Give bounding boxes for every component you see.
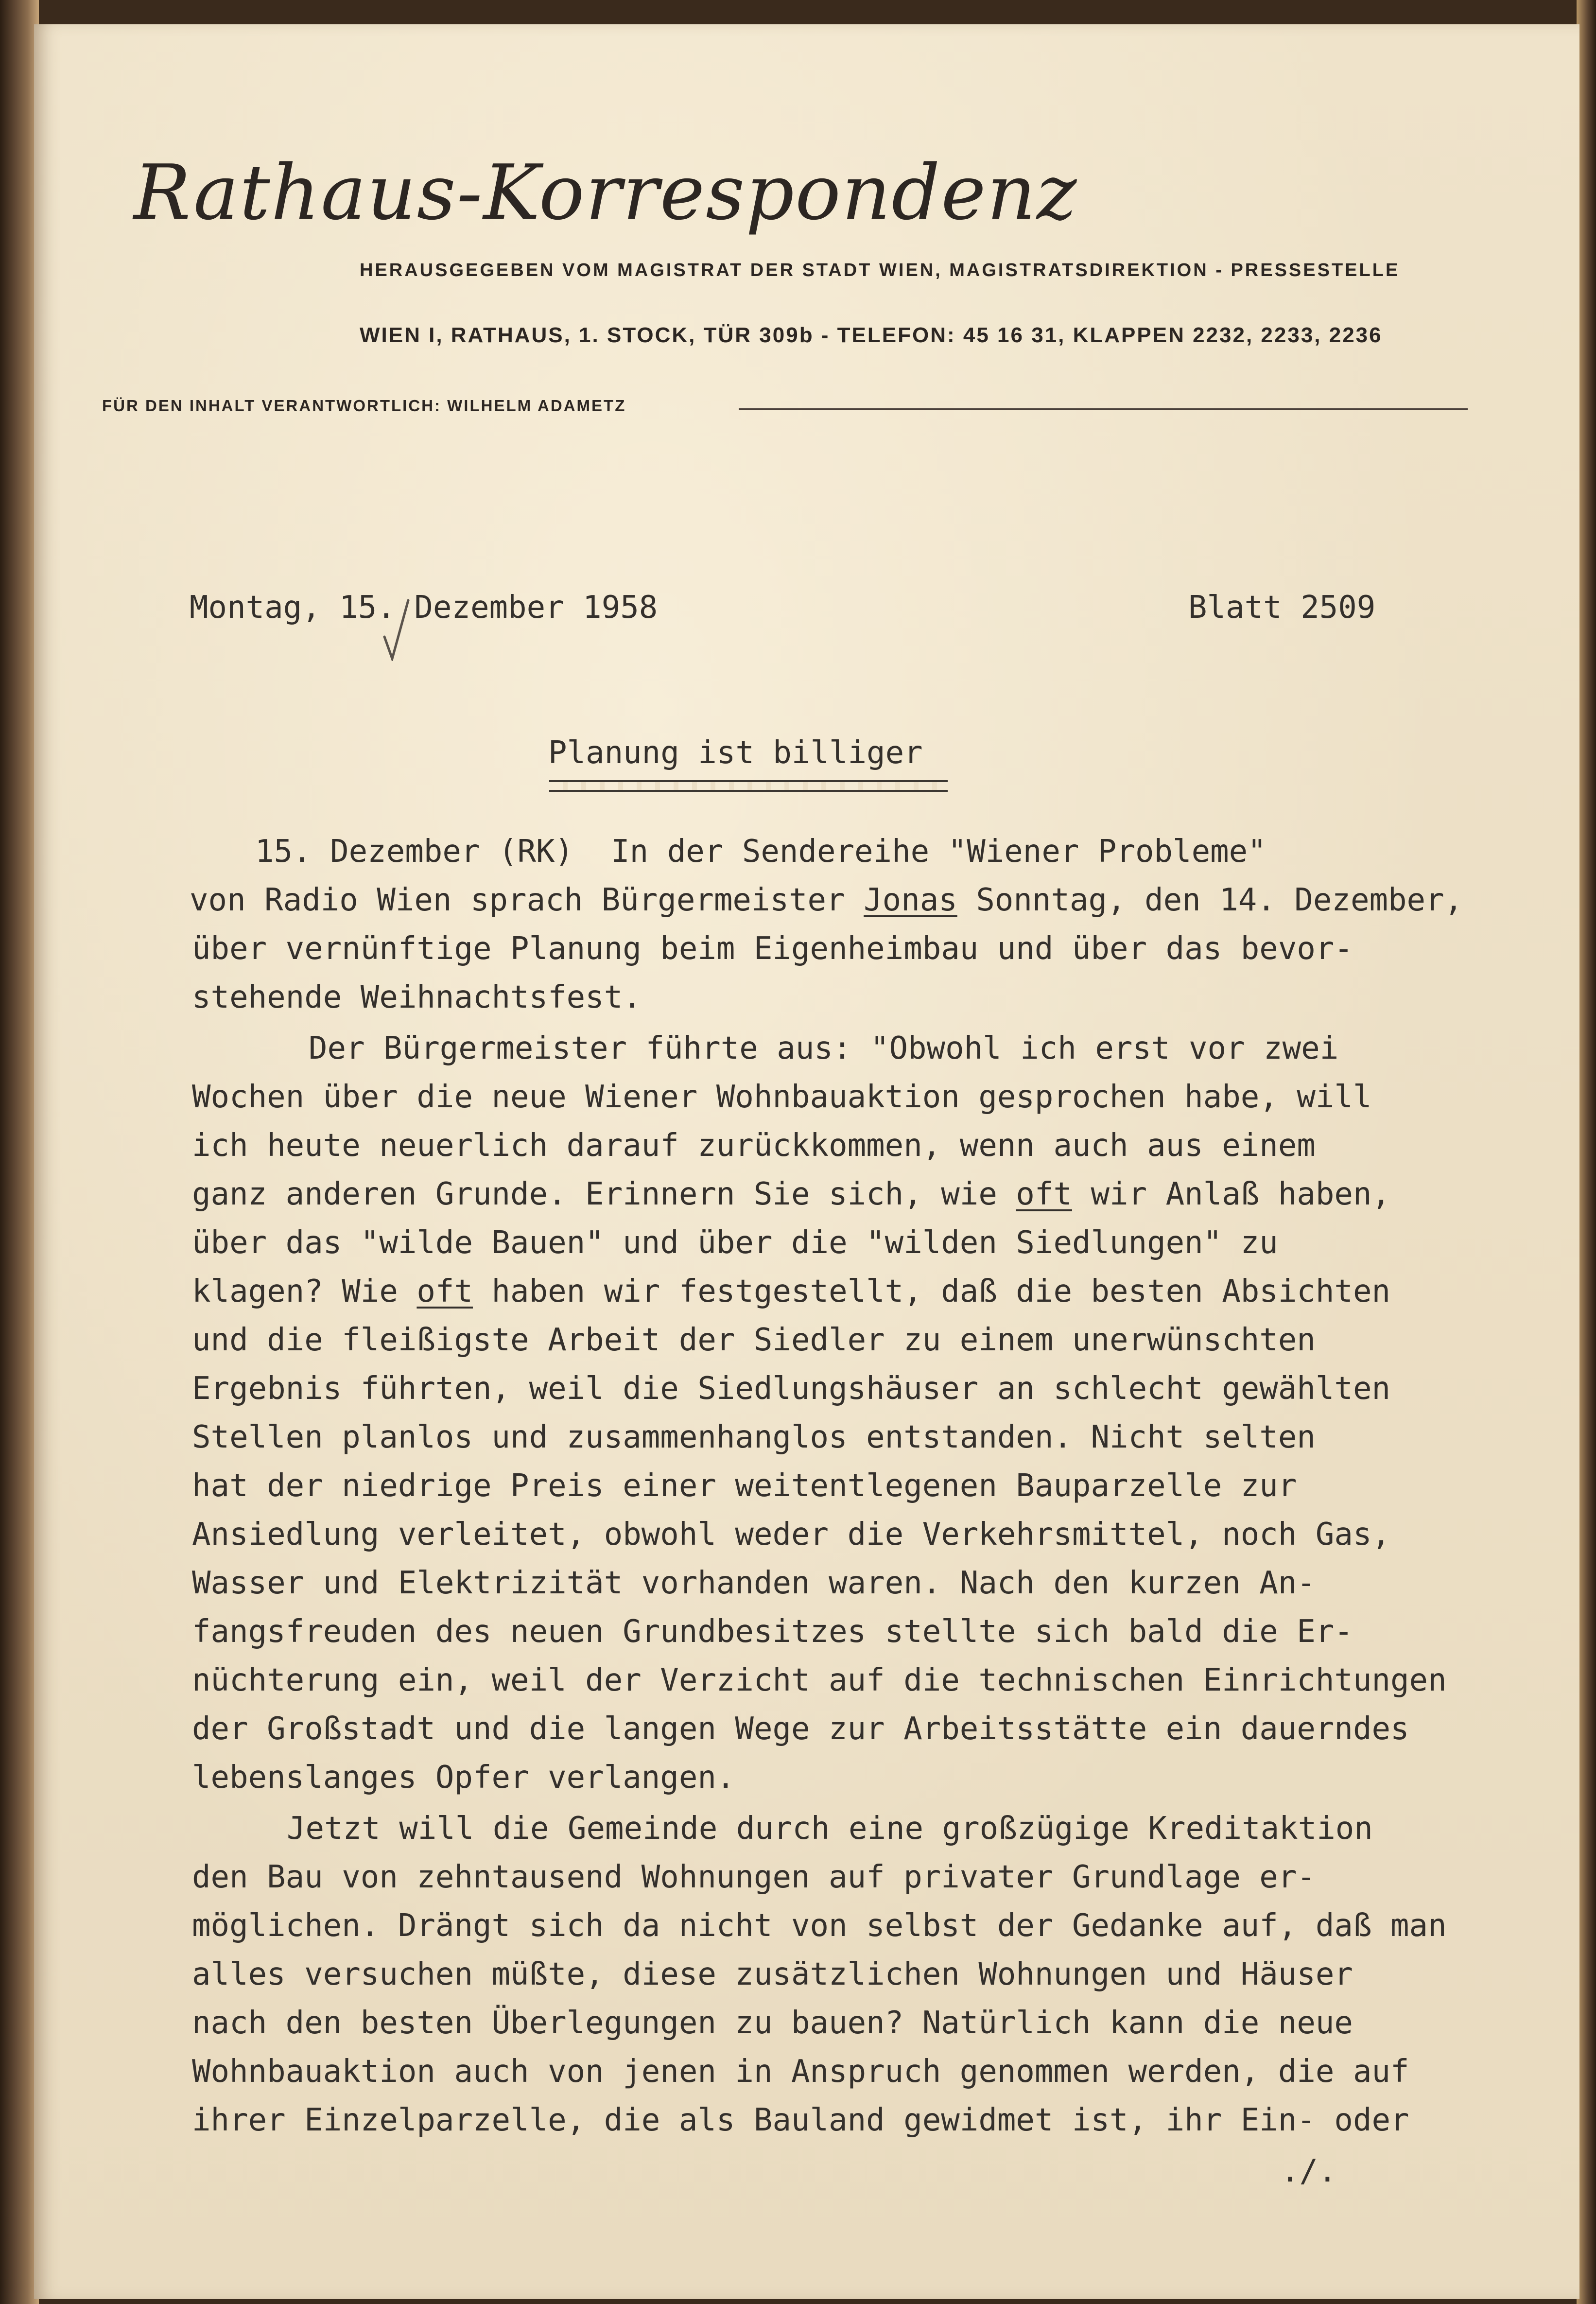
p2-line-2: Wochen über die neue Wiener Wohnbauaktion gesprochen habe, will bbox=[192, 1079, 1372, 1115]
p2-line-16: lebenslanges Opfer verlangen. bbox=[192, 1760, 735, 1796]
masthead-publisher: HERAUSGEGEBEN VOM MAGISTRAT DER STADT WIEN, MAGISTRATSDIREKTION - PRESSESTELLE bbox=[360, 260, 1400, 280]
headline-double-underline bbox=[549, 780, 948, 792]
p2-line-6: klagen? Wie oft haben wir festgestellt, daß die besten Absichten bbox=[192, 1274, 1390, 1309]
masthead-responsible: FÜR DEN INHALT VERANTWORTLICH: WILHELM ADAMETZ bbox=[102, 397, 626, 415]
page-edge bbox=[1577, 0, 1596, 2304]
p3-line-7: ihrer Einzelparzelle, die als Bauland gewidmet ist, ihr Ein- oder bbox=[192, 2102, 1409, 2138]
p1-line-3: über vernünftige Planung beim Eigenheimbau und über das bevor- bbox=[192, 931, 1353, 967]
document-page bbox=[34, 24, 1579, 2299]
p3-line-5: nach den besten Überlegungen zu bauen? Natürlich kann die neue bbox=[192, 2005, 1353, 2041]
masthead-rule bbox=[739, 408, 1468, 410]
p1-line-4: stehende Weihnachtsfest. bbox=[192, 979, 642, 1015]
underlined-name: Jonas bbox=[864, 882, 957, 918]
p2-line-8: Ergebnis führten, weil die Siedlungshäuser an schlecht gewählten bbox=[192, 1371, 1390, 1407]
p3-line-2: den Bau von zehntausend Wohnungen auf privater Grundlage er- bbox=[192, 1859, 1316, 1895]
p3-line-3: möglichen. Drängt sich da nicht von selbst der Gedanke auf, daß man bbox=[192, 1908, 1447, 1944]
p2-line-1: Der Bürgermeister führte aus: "Obwohl ich erst vor zwei bbox=[309, 1030, 1339, 1066]
underlined-word: oft bbox=[1016, 1176, 1072, 1212]
headline: Planung ist billiger bbox=[548, 735, 923, 771]
p2-line-15: der Großstadt und die langen Wege zur Arbeitsstätte ein dauerndes bbox=[192, 1711, 1409, 1747]
p2-line-9: Stellen planlos und zusammenhanglos entstanden. Nicht selten bbox=[192, 1419, 1316, 1455]
masthead-address: WIEN I, RATHAUS, 1. STOCK, TÜR 309b - TELEFON: 45 16 31, KLAPPEN 2232, 2233, 2236 bbox=[360, 323, 1383, 347]
p2-line-5: über das "wilde Bauen" und über die "wilden Siedlungen" zu bbox=[192, 1225, 1278, 1261]
p1-line-2: von Radio Wien sprach Bürgermeister Jonas Sonntag, den 14. Dezember, bbox=[190, 882, 1463, 918]
check-mark-icon bbox=[382, 598, 411, 661]
p3-line-6: Wohnbauaktion auch von jenen in Anspruch genommen werden, die auf bbox=[192, 2054, 1409, 2090]
underlined-word: oft bbox=[416, 1274, 473, 1309]
p2-line-4: ganz anderen Grunde. Erinnern Sie sich, wie oft wir Anlaß haben, bbox=[192, 1176, 1390, 1212]
p1-line-1: 15. Dezember (RK) In der Sendereihe "Wiener Probleme" bbox=[255, 834, 1266, 870]
p2-line-7: und die fleißigste Arbeit der Siedler zu einem unerwünschten bbox=[192, 1322, 1316, 1358]
sheet-number: Blatt 2509 bbox=[1188, 590, 1376, 626]
p3-line-1: Jetzt will die Gemeinde durch eine großzügige Kreditaktion bbox=[287, 1811, 1373, 1847]
p2-line-3: ich heute neuerlich darauf zurückkommen, wenn auch aus einem bbox=[192, 1128, 1316, 1164]
p2-line-12: Wasser und Elektrizität vorhanden waren. Nach den kurzen An- bbox=[192, 1565, 1316, 1601]
date-line: Montag, 15. Dezember 1958 bbox=[190, 590, 658, 626]
p2-line-14: nüchterung ein, weil der Verzicht auf die technischen Einrichtungen bbox=[192, 1662, 1447, 1698]
p2-line-10: hat der niedrige Preis einer weitentlegenen Bauparzelle zur bbox=[192, 1468, 1297, 1504]
p2-line-11: Ansiedlung verleitet, obwohl weder die Verkehrsmittel, noch Gas, bbox=[192, 1517, 1390, 1553]
book-spine bbox=[0, 0, 39, 2304]
masthead-title: Rathaus-Korrespondenz bbox=[134, 148, 1078, 237]
continuation-mark: ./. bbox=[1281, 2153, 1337, 2189]
p2-line-13: fangsfreuden des neuen Grundbesitzes stellte sich bald die Er- bbox=[192, 1614, 1353, 1650]
p3-line-4: alles versuchen müßte, diese zusätzlichen Wohnungen und Häuser bbox=[192, 1956, 1353, 1992]
